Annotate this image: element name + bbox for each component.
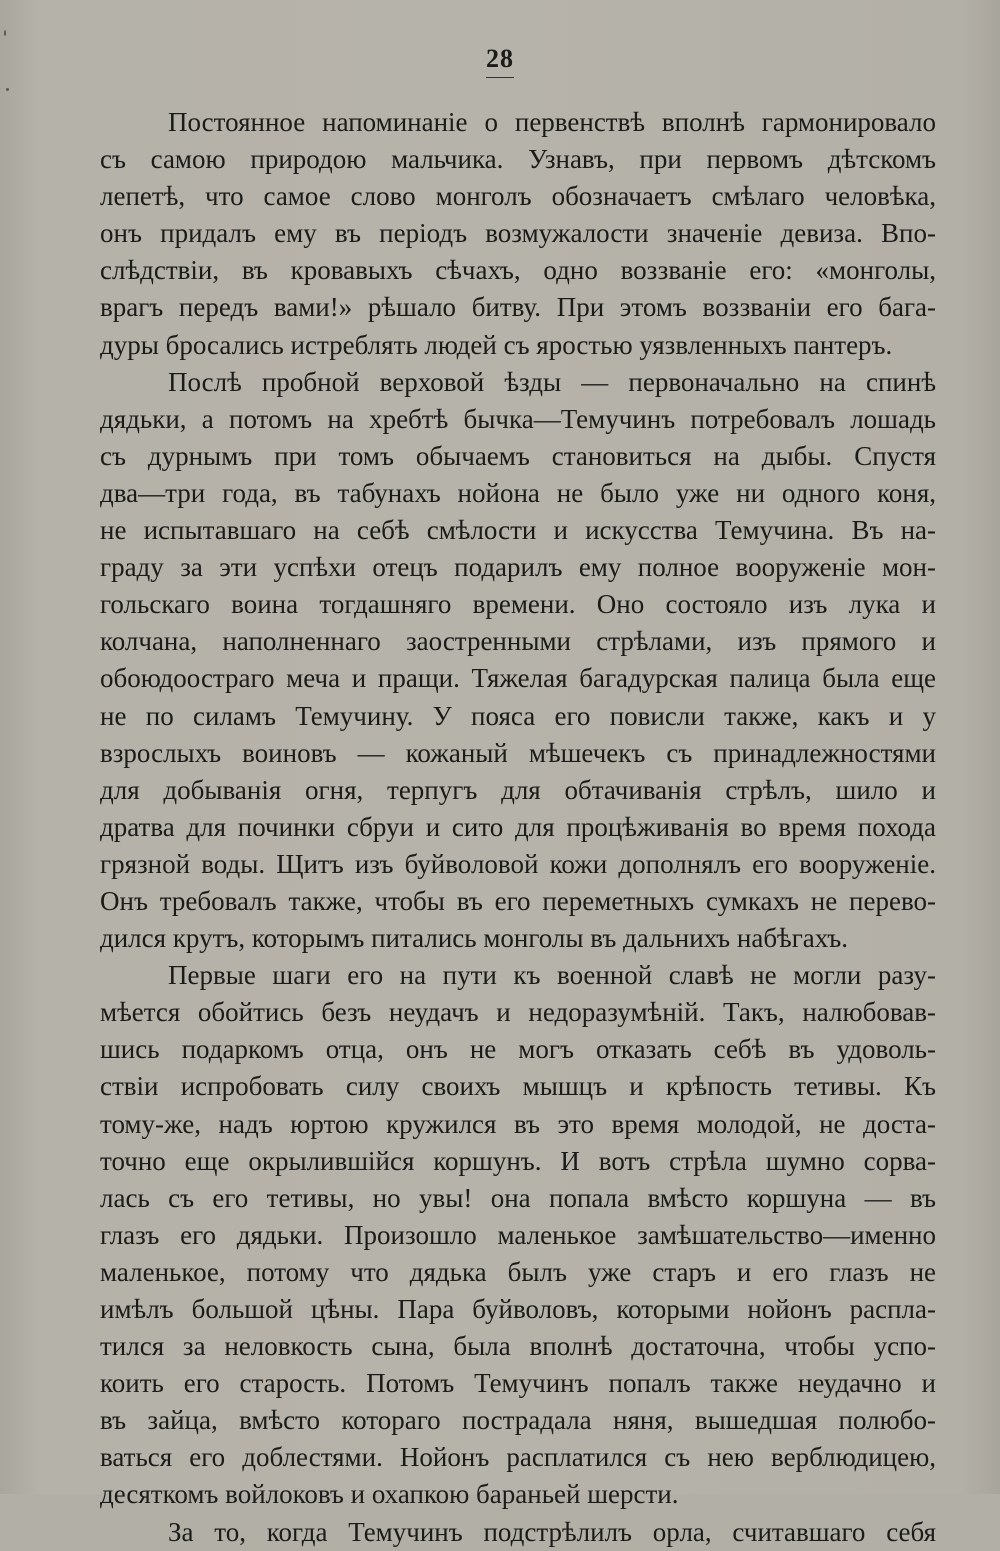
text-line: Постоянное напоминанiе о первенствѣ вполнѣ гармонировало [168,107,936,137]
text-line: не по силамъ Темучину. У пояса его повисли также, какъ и у [100,700,936,731]
text-line: обоюдоостраго меча и пращи. Тяжелая багадурская палица была еще [100,663,936,694]
text-line: два—три года, въ табунахъ нойона не было уже ни одного коня, [100,477,936,508]
text-line: грязной воды. Щитъ изъ буйволовой кожи дополнялъ его вооруженiе. [100,848,936,879]
text-line: тому-же, надъ юртою кружился въ это время молодой, не доста- [100,1108,936,1139]
text-line: взрослыхъ воиновъ — кожаный мѣшечекъ съ принадлежностями [100,737,936,768]
text-line: Первые шаги его на пути къ военной славѣ не могли разу- [168,960,936,991]
text-line: Послѣ пробной верховой ѣзды — первоначально на спинѣ [168,366,936,397]
page-number-text: 28 [486,44,514,78]
text-line: не испытавшаго на себѣ смѣлости и искусства Темучина. Въ на- [100,515,936,546]
text-line: десяткомъ войлоковъ и охапкою бараньей шерсти. [100,1479,679,1510]
text-line: дуры бросались истреблять людей съ яростью уязвленныхъ пантеръ. [100,329,893,360]
paper-speck [4,30,6,36]
text-line: мѣется обойтись безъ неудачъ и недоразумѣнiй. Такъ, налюбовав- [100,997,936,1028]
text-line: имѣлъ большой цѣны. Пара буйволовъ, которыми нойонъ распла- [100,1294,936,1324]
text-line: онъ придалъ ему въ перiодъ возмужалости значенiе девиза. Впо- [100,218,936,249]
paragraph-3 [100,957,936,1513]
paper-speck [6,88,9,91]
text-line: въ зайца, вмѣсто котораго пострадала няня, вышедшая полюбо- [100,1405,936,1436]
text-line: съ дурнымъ при томъ обычаемъ становиться на дыбы. Спустя [100,440,936,471]
body-text [100,104,936,1551]
text-line: колчана, наполненнаго заостренными стрѣлами, изъ прямого и [100,626,936,657]
text-line: слѣдствiи, въ кровавыхъ сѣчахъ, одно воззванiе его: «монголы, [100,255,936,286]
text-line: съ самою природою мальчика. Узнавъ, при первомъ дѣтскомъ [100,144,936,175]
text-line: лась съ его тетивы, но увы! она попала вмѣсто коршуна — въ [100,1182,936,1213]
paragraph-4 [100,1514,936,1551]
text-line: За то, когда Темучинъ подстрѣлилъ орла, считавшаго себя [168,1516,936,1547]
text-line: точно еще окрылившiйся коршунъ. И вотъ стрѣла шумно сорва- [100,1145,936,1176]
paragraph-2 [100,364,936,958]
text-line: гольскаго воина тогдашняго времени. Оно состояло изъ лука и [100,589,936,620]
paragraph-1 [100,104,936,364]
text-line: ваться его доблестями. Нойонъ расплатился съ нею верблюдицею, [100,1442,936,1473]
text-line: ствiи испробовать силу своихъ мышцъ и крѣпость тетивы. Къ [100,1071,936,1102]
text-line: Онъ требовалъ также, чтобы въ его переметныхъ сумкахъ не перево- [100,885,936,916]
text-line: для добыванiя огня, терпугъ для обтачиванiя стрѣлъ, шило и [100,774,936,805]
page-number [0,44,1000,78]
text-line: лепетѣ, что самое слово монголъ обозначаетъ смѣлаго человѣка, [100,181,936,212]
text-line: коить его старость. Потомъ Темучинъ попалъ также неудачно и [100,1368,936,1399]
text-line: маленькое, потому что дядька былъ уже старъ и его глазъ не [100,1256,936,1287]
text-line: шись подаркомъ отца, онъ не могъ отказать себѣ въ удоволь- [100,1034,936,1065]
text-line: врагъ передъ вами!» рѣшало битву. При этомъ воззванiи его бага- [100,292,936,323]
text-line: дядьки, а потомъ на хребтѣ бычка—Темучинъ потребовалъ лошадь [100,403,936,434]
text-line: глазъ его дядьки. Произошло маленькое замѣшательство—именно [100,1219,936,1250]
text-line: дился крутъ, которымъ питались монголы въ дальнихъ набѣгахъ. [100,923,848,954]
text-line: граду за эти успѣхи отецъ подарилъ ему полное вооруженiе мон- [100,552,936,583]
text-line: дратва для починки сбруи и сито для процѣживанiя во время похода [100,811,936,842]
text-line: тился за неловкость сына, была вполнѣ достаточна, чтобы успо- [100,1331,936,1362]
